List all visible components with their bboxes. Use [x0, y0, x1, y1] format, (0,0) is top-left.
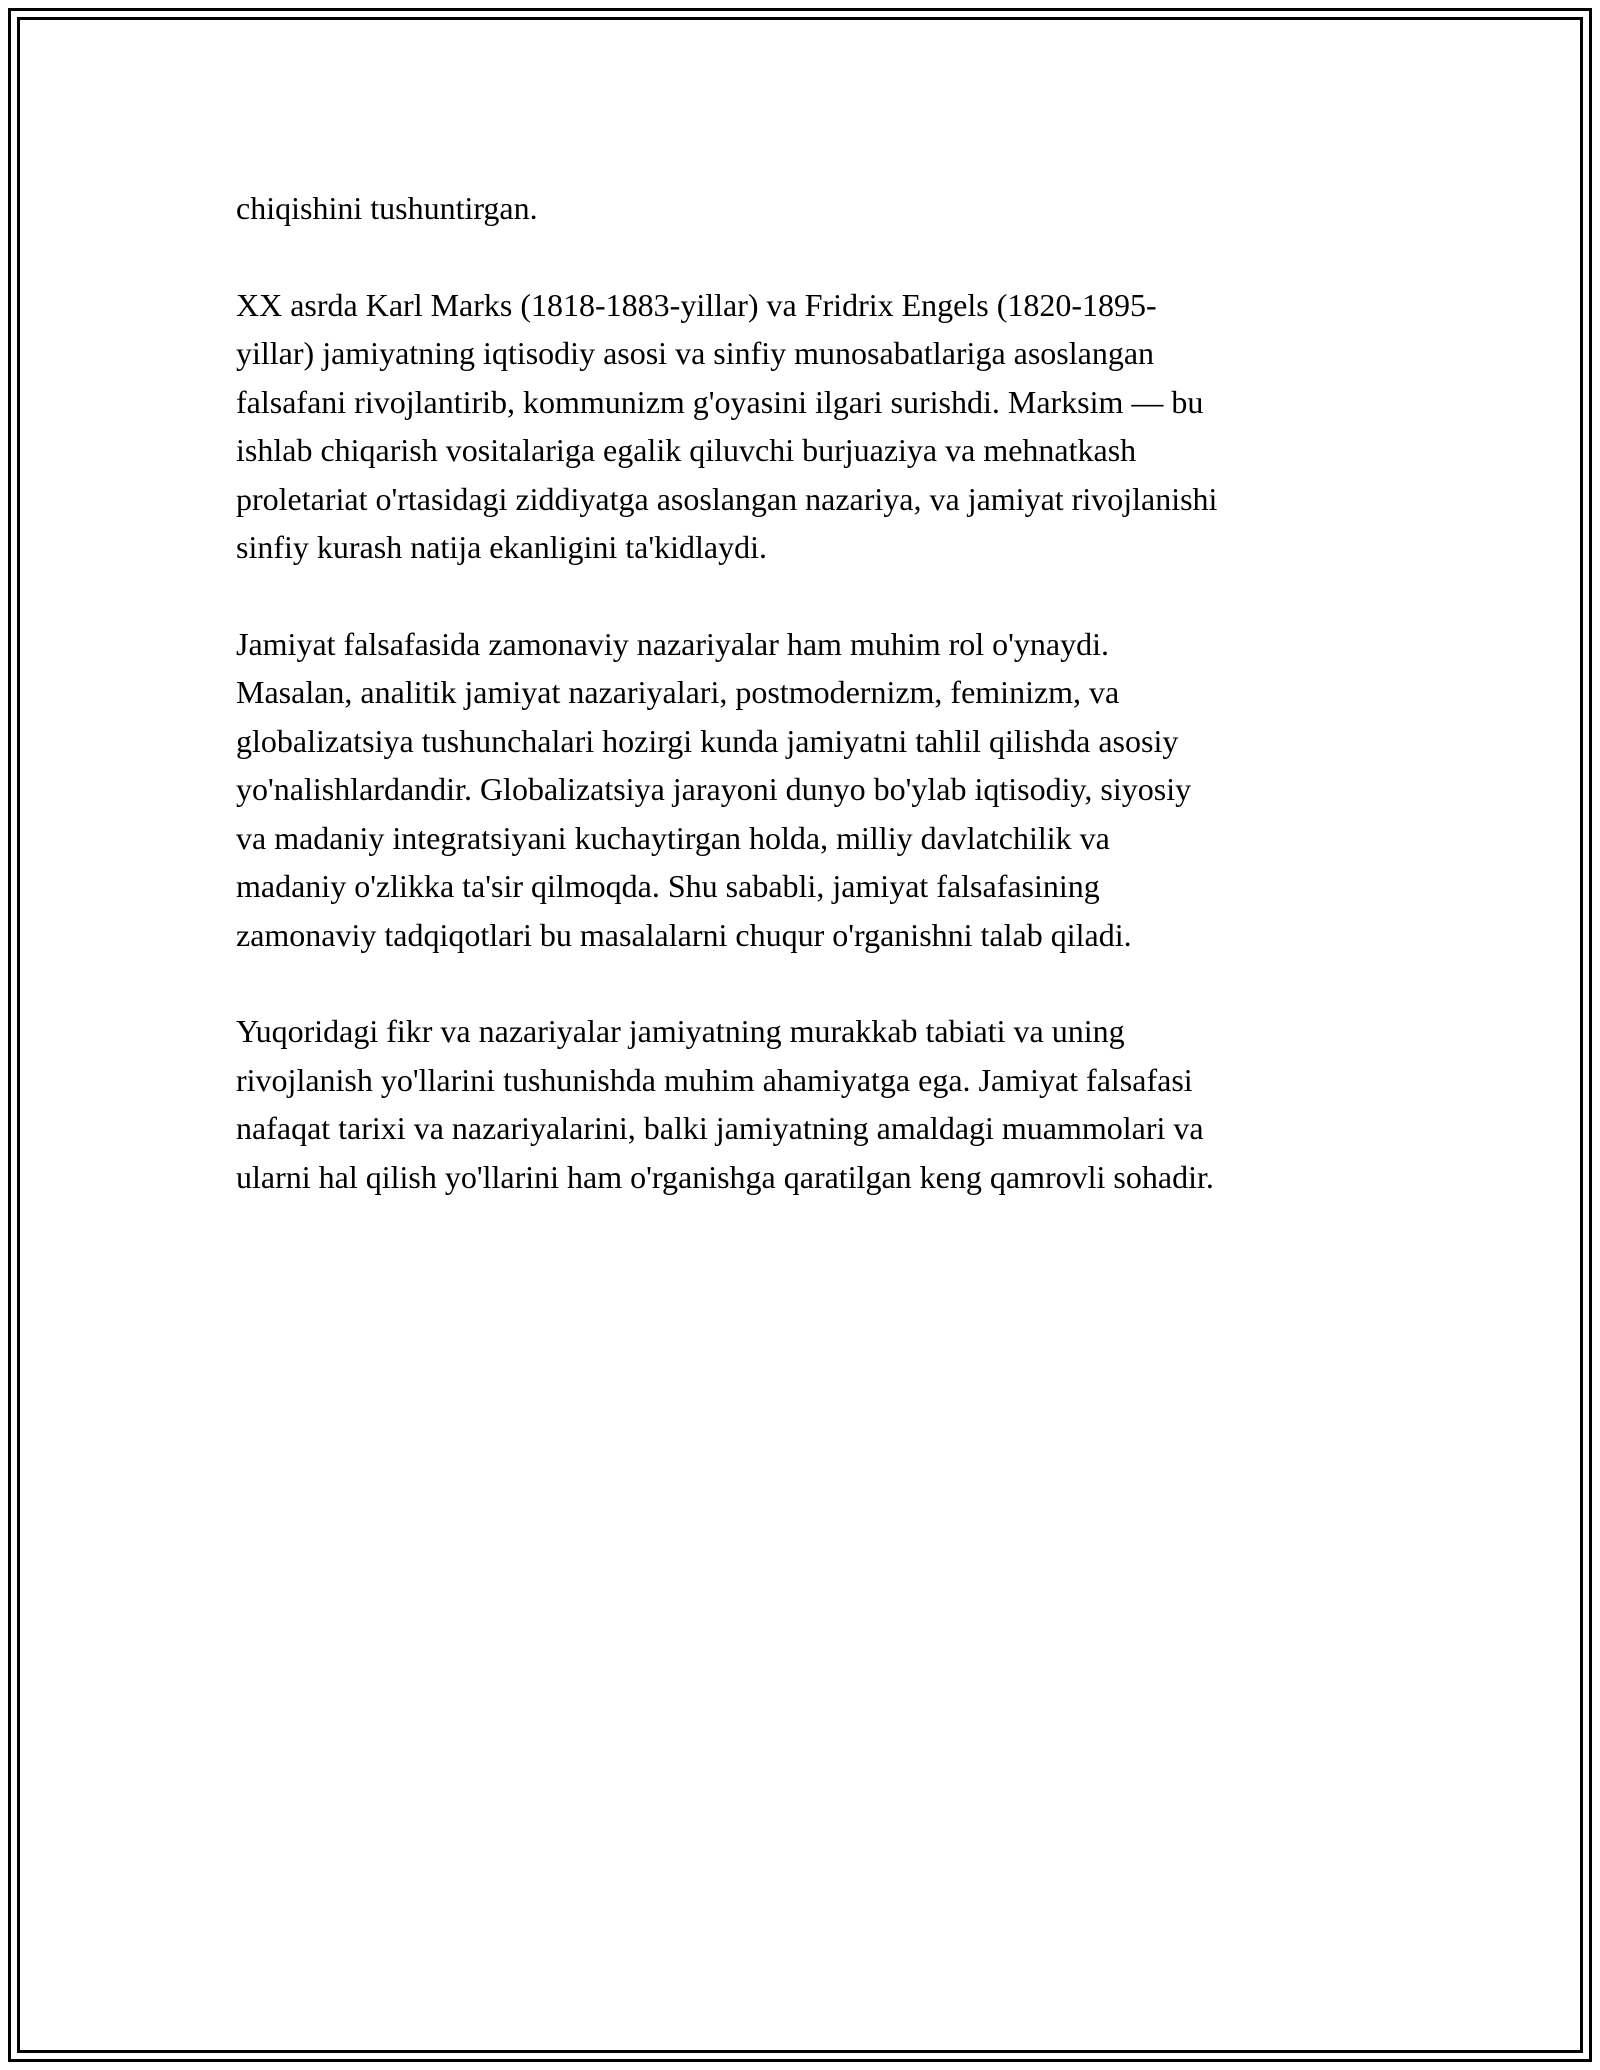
text-line: XX asrda Karl Marks (1818-1883-yillar) va Fridrix Engels (1820-1895- — [236, 286, 1157, 323]
text-line: va madaniy integratsiyani kuchaytirgan holda, milliy davlatchilik va — [236, 819, 1110, 856]
text-line: nafaqat tarixi va nazariyalarini, balki jamiyatning amaldagi muammolari va — [236, 1110, 1204, 1146]
text-line: yillar) jamiyatning iqtisodiy asosi va sinfiy munosabatlariga asoslangan — [236, 335, 1155, 371]
text-line: proletariat o'rtasidagi ziddiyatga asoslangan nazariya, va jamiyat rivojlanishi — [236, 480, 1218, 517]
paragraph-4 — [236, 1007, 1386, 1201]
text-line: Jamiyat falsafasida zamonaviy nazariyalar ham muhim rol o'ynaydi. — [236, 625, 1110, 662]
text-line: madaniy o'zlikka ta'sir qilmoqda. Shu sababli, jamiyat falsafasining — [236, 868, 1100, 904]
text-line: globalizatsiya tushunchalari hozirgi kunda jamiyatni tahlil qilishda asosiy — [236, 722, 1179, 759]
text-line: Yuqoridagi fikr va nazariyalar jamiyatning murakkab tabiati va uning — [236, 1013, 1125, 1049]
text-line: yo'nalishlardandir. Globalizatsiya jarayoni dunyo bo'ylab iqtisodiy, siyosiy — [236, 771, 1192, 807]
paragraph-1 — [236, 184, 1386, 233]
document-body — [236, 184, 1386, 1249]
text-line: falsafani rivojlantirib, kommunizm g'oyasini ilgari surishdi. Marksim — bu — [236, 383, 1204, 420]
text-line: sinfiy kurash natija ekanligini ta'kidlaydi. — [236, 529, 767, 565]
text-line: zamonaviy tadqiqotlari bu masalalarni chuqur o'rganishni talab qiladi. — [236, 916, 1132, 953]
text-line: rivojlanish yo'llarini tushunishda muhim ahamiyatga ega. Jamiyat falsafasi — [236, 1061, 1193, 1098]
paragraph-2 — [236, 281, 1386, 572]
paragraph-3 — [236, 620, 1386, 960]
text-line: ishlab chiqarish vositalariga egalik qiluvchi burjuaziya va mehnatkash — [236, 432, 1137, 468]
text-line: chiqishini tushuntirgan. — [236, 190, 538, 226]
text-line: ularni hal qilish yo'llarini ham o'rganishga qaratilgan keng qamrovli sohadir. — [236, 1158, 1214, 1195]
text-line: Masalan, analitik jamiyat nazariyalari, postmodernizm, feminizm, va — [236, 674, 1120, 710]
